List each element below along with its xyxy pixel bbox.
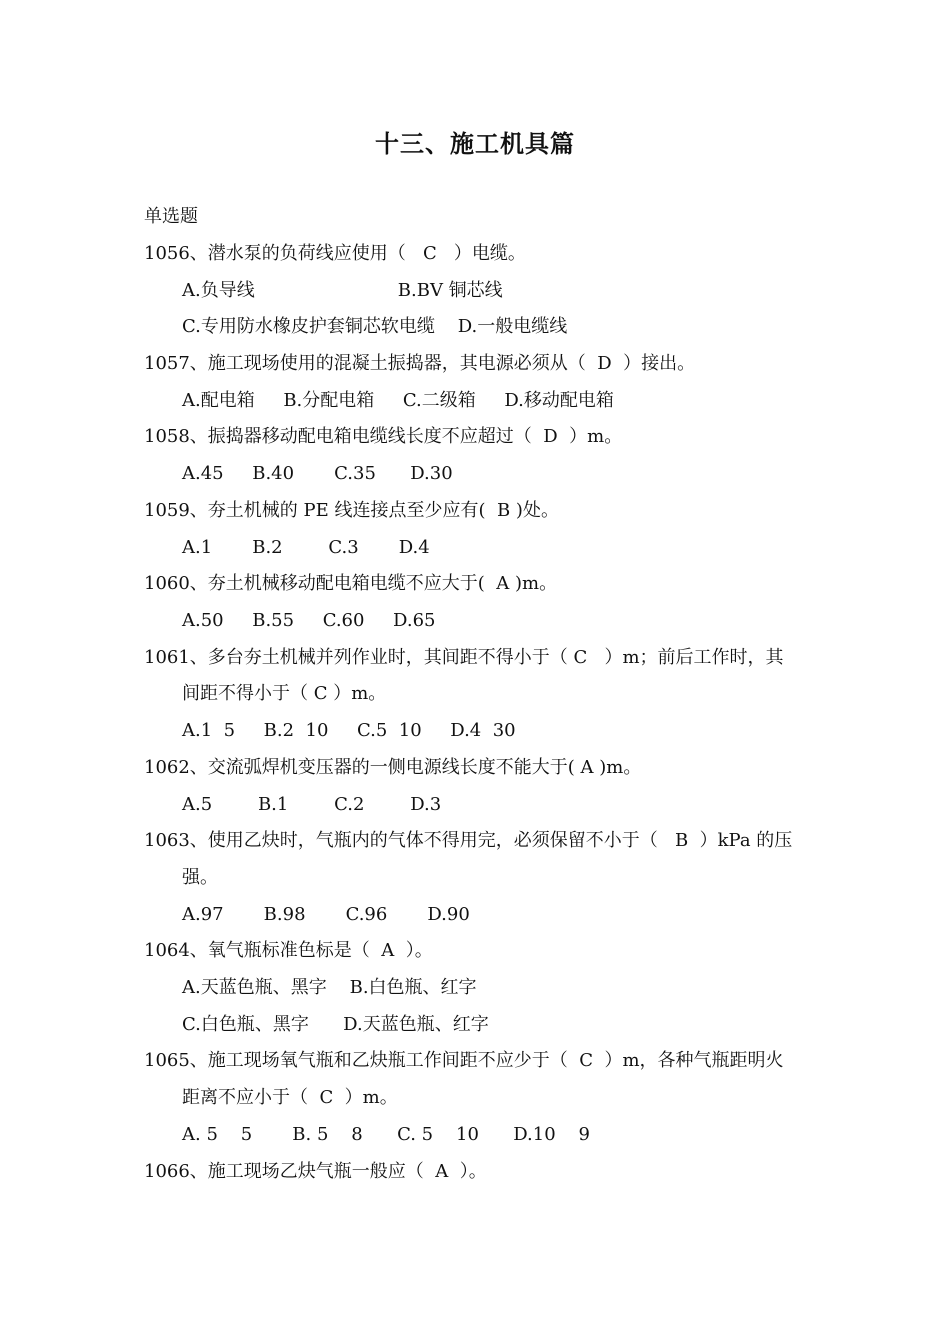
question-1061-continued: 间距不得小于（ C ）m。 <box>182 683 387 704</box>
question-1056: 1056、潜水泵的负荷线应使用（ C ）电缆。 <box>144 243 526 264</box>
question-1064: 1064、氧气瓶标准色标是（ A ）。 <box>144 940 433 961</box>
options-1059: A.1 B.2 C.3 D.4 <box>182 537 430 558</box>
options-1057: A.配电箱 B.分配电箱 C.二级箱 D.移动配电箱 <box>182 390 614 411</box>
question-1061: 1061、多台夯土机械并列作业时，其间距不得小于（ C ）m；前后工作时，其 <box>144 647 784 668</box>
options-1064-ab: A.天蓝色瓶、黑字 B.白色瓶、红字 <box>182 977 477 998</box>
options-1061: A.1 5 B.2 10 C.5 10 D.4 30 <box>182 720 516 741</box>
question-1063-continued: 强。 <box>182 867 218 888</box>
options-1056-ab: A.负导线 B.BV 铜芯线 <box>182 280 503 301</box>
options-1056-cd: C.专用防水橡皮护套铜芯软电缆 D.一般电缆线 <box>182 316 568 337</box>
question-1058: 1058、振捣器移动配电箱电缆线长度不应超过（ D ）m。 <box>144 426 623 447</box>
question-1062: 1062、交流弧焊机变压器的一侧电源线长度不能大于( A )m。 <box>144 757 642 778</box>
question-1065-continued: 距离不应小于（ C ）m。 <box>182 1087 398 1108</box>
options-1065: A. 5 5 B. 5 8 C. 5 10 D.10 9 <box>182 1124 590 1145</box>
options-1064-cd: C.白色瓶、黑字 D.天蓝色瓶、红字 <box>182 1014 489 1035</box>
question-1063: 1063、使用乙炔时，气瓶内的气体不得用完，必须保留不小于（ B ）kPa 的压 <box>144 830 793 851</box>
question-1065: 1065、施工现场氧气瓶和乙炔瓶工作间距不应少于（ C ）m，各种气瓶距明火 <box>144 1050 784 1071</box>
question-1059: 1059、夯土机械的 PE 线连接点至少应有( B )处。 <box>144 500 559 521</box>
question-1057: 1057、施工现场使用的混凝土振捣器，其电源必须从（ D ）接出。 <box>144 353 696 374</box>
question-1060: 1060、夯土机械移动配电箱电缆不应大于( A )m。 <box>144 573 558 594</box>
options-1062: A.5 B.1 C.2 D.3 <box>182 794 442 815</box>
options-1060: A.50 B.55 C.60 D.65 <box>182 610 436 631</box>
options-1063: A.97 B.98 C.96 D.90 <box>182 904 470 925</box>
section-heading: 单选题 <box>144 206 198 227</box>
options-1058: A.45 B.40 C.35 D.30 <box>182 463 453 484</box>
page-title: 十三、施工机具篇 <box>375 129 575 158</box>
question-1066: 1066、施工现场乙炔气瓶一般应（ A ）。 <box>144 1161 487 1182</box>
